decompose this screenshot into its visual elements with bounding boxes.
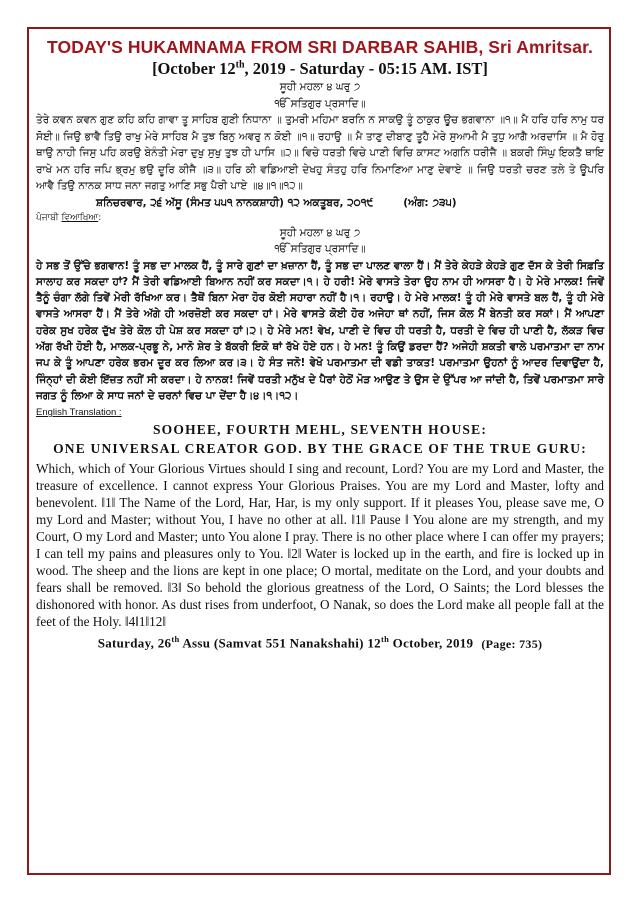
gurmukhi-raag-heading: ਸੂਹੀ ਮਹਲਾ ੪ ਘਰੁ ੭ — [279, 81, 361, 93]
english-label — [36, 406, 604, 420]
punjabi-label-prefix: ਪੰਜਾਬੀ — [36, 212, 59, 223]
punjabi-mool-heading: ੴ ਸਤਿਗੁਰ ਪ੍ਰਸਾਦਿ॥ — [274, 243, 366, 255]
gurmukhi-verse: ਤੇਰੇ ਕਵਨ ਕਵਨ ਗੁਣ ਕਹਿ ਕਹਿ ਗਾਵਾ ਤੂ ਸਾਹਿਬ ਗੁਣੀ ਨਿਧਾਨਾ ॥ ਤੁਮਰੀ ਮਹਿਮਾ ਬਰਨਿ ਨ ਸਾਕਉ ਤੂੰ ਠਾਕੁਰ ਊਚ ਭਗਵਾਨਾ ॥੧॥ ਮੈ ਹਰਿ ਹਰਿ ਨਾਮੁ ਧਰ ਸੋਈ॥ ਜਿਉ ਭਾਵੈ ਤਿਉ ਰਾਖੁ ਮੇਰੇ ਸਾਹਿਬ ਮੈ ਤੁਝ ਬਿਨੁ ਅਵਰੁ ਨ ਕੋਈ ॥੧॥ ਰਹਾਉ ॥ ਮੈ ਤਾਣੁ ਦੀਬਾਣੁ ਤੂਹੈ ਮੇਰੇ ਸੁਆਮੀ ਮੈ ਤੁਧੁ ਆਗੈ ਅਰਦਾਸਿ ॥ ਮੈ ਹੋਰੁ ਥਾਉ ਨਾਹੀ ਜਿਸੁ ਪਹਿ ਕਰਉ ਬੇਨੰਤੀ ਮੇਰਾ ਦੁਖੁ ਸੁਖੁ ਤੁਝ ਹੀ ਪਾਸਿ ॥੨॥ ਵਿਚੇ ਧਰਤੀ ਵਿਚੇ ਪਾਣੀ ਵਿਚਿ ਕਾਸਟ ਅਗਨਿ ਧਰੀਜੈ ॥ ਬਕਰੀ ਸਿੰਘੁ ਇਕਤੈ ਥਾਇ ਰਾਖੇ ਮਨ ਹਰਿ ਜਪਿ ਭ੍ਰਮੁ ਭਉ ਦੂਰਿ ਕੀਜੈ ॥੩॥ ਹਰਿ ਕੀ ਵਡਿਆਈ ਦੇਖਹੁ ਸੰਤਹੁ ਹਰਿ ਨਿਮਾਣਿਆ ਮਾਣੁ ਦੇਵਾਏ ॥ ਜਿਉ ਧਰਤੀ ਚਰਣ ਤਲੇ ਤੇ ਊਪਰਿ ਆਵੈ ਤਿਉ ਨਾਨਕ ਸਾਧ ਜਨਾ ਜਗਤੁ ਆਣਿ ਸਭੁ ਪੈਰੀ ਪਾਏ ॥੪॥੧॥੧੨॥ — [36, 114, 604, 192]
gurmukhi-ang: (ਅੰਗ: ੭੩੫) — [403, 196, 457, 209]
footer-ordinal1: th — [171, 634, 180, 645]
footer-page: (Page: 735) — [481, 636, 543, 651]
english-mool-heading: ONE UNIVERSAL CREATOR GOD. BY THE GRACE OF THE TRUE GURU: — [53, 441, 587, 457]
gurmukhi-date: ਸ਼ਨਿਚਰਵਾਰ, ੨੬ ਅੱਸੂ (ਸੰਮਤ ੫੫੧ ਨਾਨਕਸ਼ਾਹੀ) ੧੨ ਅਕਤੂਬਰ, ੨੦੧੯ — [96, 196, 374, 209]
gurmukhi-date-row — [36, 195, 604, 211]
date-line — [36, 59, 604, 79]
punjabi-label — [36, 212, 604, 225]
english-label-text: English Translation — [36, 407, 117, 419]
punjabi-label-word: ਵਿਆਖਿਆ — [61, 212, 99, 223]
gurmukhi-mool-heading: ੴ ਸਤਿਗੁਰ ਪ੍ਰਸਾਦਿ॥ — [274, 97, 366, 110]
english-translation: Which, which of Your Glorious Virtues should I sing and recount, Lord? You are my Lord and Master, the treasure of excellence. I cannot express Your Glorious Praises. You are my Lord and Master, lofty and benevolent. ‖1‖ The Name of the Lord, Har, Har, is my only support. If it pleases You, please save me, O my Lord and Master; without You, I have no other at all. ‖1‖ Pause ‖ You alone are my strength, and my Court, O my Lord and Master; unto You alone I pray. There is no other place where I can offer my prayers; I can tell my pains and pleasures only to You. ‖2‖ Water is locked up in the earth, and fire is locked up in wood. The sheep and the lions are kept in one place; O mortal, meditate on the Lord, and your doubts and fears shall be removed. ‖3‖ So behold the glorious greatness of the Lord, O Saints; the Lord blesses the dishonored with honor. As dust rises from underfoot, O Nanak, so does the Lord make all people fall at the feet of the Holy. ‖4‖1‖12‖ — [36, 461, 604, 630]
date-prefix: [October 12 — [152, 59, 236, 78]
footer-part3: October, 2019 — [389, 635, 474, 651]
footer-part2: Assu (Samvat 551 Nanakshahi) 12 — [179, 635, 381, 651]
footer-ordinal2: th — [380, 634, 390, 645]
footer-date-line — [36, 634, 604, 651]
date-ordinal: th — [235, 59, 245, 71]
page-title: TODAY'S HUKAMNAMA FROM SRI DARBAR SAHIB, Sri Amritsar. — [47, 37, 593, 57]
punjabi-raag-heading: ਸੂਹੀ ਮਹਲਾ ੪ ਘਰੁ ੭ — [279, 226, 361, 239]
hukamnama-document — [36, 36, 604, 652]
date-suffix: , 2019 - Saturday - 05:15 AM. IST] — [244, 59, 488, 78]
english-label-colon: : — [116, 407, 122, 419]
punjabi-label-colon: : — [98, 212, 102, 223]
punjabi-explanation: ਹੇ ਸਭ ਤੋਂ ਉੱਚੇ ਭਗਵਾਨ! ਤੂੰ ਸਭ ਦਾ ਮਾਲਕ ਹੈਂ, ਤੂੰ ਸਾਰੇ ਗੁਣਾਂ ਦਾ ਖ਼ਜ਼ਾਨਾ ਹੈਂ, ਤੂੰ ਸਭ ਦਾ ਪਾਲਣ ਵਾਲਾ ਹੈਂ। ਮੈਂ ਤੇਰੇ ਕੇਹੜੇ ਕੇਹੜੇ ਗੁਣ ਦੱਸ ਕੇ ਤੇਰੀ ਸਿਫ਼ਤਿ ਸਾਲਾਹ ਕਰ ਸਕਦਾ ਹਾਂ? ਮੈਂ ਤੇਰੀ ਵਡਿਆਈ ਬਿਆਨ ਨਹੀਂ ਕਰ ਸਕਦਾ।੧। ਹੇ ਹਰੀ! ਮੇਰੇ ਵਾਸਤੇ ਤੇਰਾ ਉਹ ਨਾਮ ਹੀ ਆਸਰਾ ਹੈ। ਹੇ ਮੇਰੇ ਮਾਲਕ! ਜਿਵੇਂ ਤੈਨੂੰ ਚੰਗਾ ਲੱਗੇ ਤਿਵੇਂ ਮੇਰੀ ਰੱਖਿਆ ਕਰ। ਤੈਥੋਂ ਬਿਨਾ ਮੇਰਾ ਹੋਰ ਕੋਈ ਸਹਾਰਾ ਨਹੀਂ ਹੈ।੧। ਰਹਾਉ। ਹੇ ਮੇਰੇ ਮਾਲਕ! ਤੂੰ ਹੀ ਮੇਰੇ ਵਾਸਤੇ ਬਲ ਹੈਂ, ਤੂੰ ਹੀ ਮੇਰੇ ਵਾਸਤੇ ਆਸਰਾ ਹੈਂ। ਮੈਂ ਤੇਰੇ ਅੱਗੇ ਹੀ ਅਰਜ਼ੋਈ ਕਰ ਸਕਦਾ ਹਾਂ। ਮੇਰੇ ਵਾਸਤੇ ਕੋਈ ਹੋਰ ਅਜੇਹਾ ਥਾਂ ਨਹੀਂ, ਜਿਸ ਕੋਲ ਮੈਂ ਬੇਨਤੀ ਕਰ ਸਕਾਂ। ਮੈਂ ਆਪਣਾ ਹਰੇਕ ਸੁਖ ਹਰੇਕ ਦੁੱਖ ਤੇਰੇ ਕੋਲ ਹੀ ਪੇਸ਼ ਕਰ ਸਕਦਾ ਹਾਂ।੨। ਹੇ ਮੇਰੇ ਮਨ! ਵੇਖ, ਪਾਣੀ ਦੇ ਵਿਚ ਹੀ ਧਰਤੀ ਹੈ, ਧਰਤੀ ਦੇ ਵਿਚ ਹੀ ਪਾਣੀ ਹੈ, ਲੱਕੜ ਵਿਚ ਅੱਗ ਰੱਖੀ ਹੋਈ ਹੈ, ਮਾਲਕ-ਪ੍ਰਭੂ ਨੇ, ਮਾਨੋ ਸ਼ੇਰ ਤੇ ਬੱਕਰੀ ਇਕੋ ਥਾਂ ਰੱਖੇ ਹੋਏ ਹਨ। ਹੇ ਮਨ! ਤੂੰ ਕਿਉਂ ਡਰਦਾ ਹੈਂ? ਅਜੇਹੀ ਸ਼ਕਤੀ ਵਾਲੇ ਪਰਮਾਤਮਾ ਦਾ ਨਾਮ ਜਪ ਕੇ ਤੂੰ ਆਪਣਾ ਹਰੇਕ ਭਰਮ ਦੂਰ ਕਰ ਲਿਆ ਕਰ।੩। ਹੇ ਸੰਤ ਜਨੋ! ਵੇਖੋ ਪਰਮਾਤਮਾ ਦੀ ਵਡੀ ਤਾਕਤ! ਪਰਮਾਤਮਾ ਉਹਨਾਂ ਨੂੰ ਆਦਰ ਦਿਵਾਉਂਦਾ ਹੈ, ਜਿੰਨ੍ਹਾਂ ਦੀ ਕੋਈ ਇੱਜ਼ਤ ਨਹੀਂ ਸੀ ਕਰਦਾ। ਹੇ ਨਾਨਕ! ਜਿਵੇਂ ਧਰਤੀ ਮਨੁੱਖ ਦੇ ਪੈਰਾਂ ਹੇਠੋਂ ਮੋੜ ਆਉਣ ਤੇ ਉਸ ਦੇ ਉੱਪਰ ਆ ਜਾਂਦੀ ਹੈ, ਤਿਵੇਂ ਪਰਮਾਤਮਾ ਸਾਰੇ ਜਗਤ ਨੂੰ ਲਿਆ ਕੇ ਸਾਧ ਜਨਾਂ ਦੇ ਚਰਨਾਂ ਵਿਚ ਪਾ ਦੇਂਦਾ ਹੈ।੪।੧।੧੨। — [36, 259, 604, 402]
footer-part1: Saturday, 26 — [97, 635, 172, 651]
english-raag-heading: SOOHEE, FOURTH MEHL, SEVENTH HOUSE: — [152, 422, 488, 438]
